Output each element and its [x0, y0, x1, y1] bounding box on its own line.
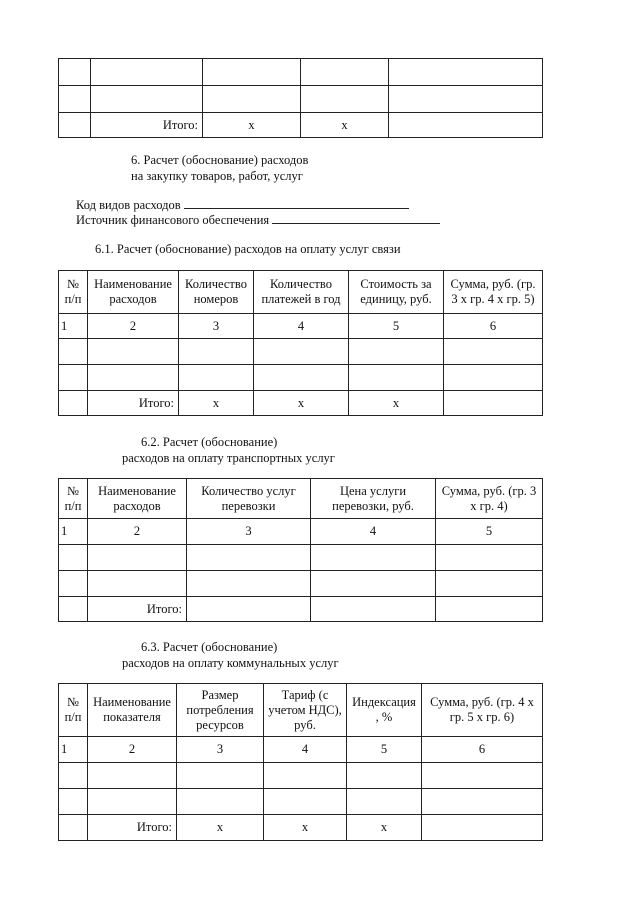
col-header: Наименование показателя [88, 684, 177, 737]
col-number: 1 [59, 737, 88, 763]
source-line [272, 212, 440, 224]
col-number: 3 [187, 519, 311, 545]
total-row [59, 391, 543, 416]
x-mark: x [264, 815, 347, 841]
source-label: Источник финансового обеспечения [76, 213, 270, 227]
col-number: 1 [59, 519, 88, 545]
x-mark: x [254, 391, 349, 416]
x-mark: x [347, 815, 422, 841]
total-row [59, 815, 543, 841]
column-number-row [59, 314, 543, 339]
col-header: Количество платежей в год [254, 271, 349, 314]
table-row [59, 339, 543, 365]
col-number: 6 [422, 737, 543, 763]
col-number: 2 [88, 314, 179, 339]
col-number: 4 [311, 519, 436, 545]
table-row [59, 763, 543, 789]
x-mark: x [203, 113, 301, 138]
col-header: Стоимость за единицу, руб. [349, 271, 444, 314]
col-number: 2 [88, 737, 177, 763]
t61-table [58, 270, 543, 416]
col-header: № п/п [59, 271, 88, 314]
table-header-row [59, 271, 543, 314]
col-number: 6 [444, 314, 543, 339]
col-number: 3 [179, 314, 254, 339]
col-header: Сумма, руб. (гр. 4 х гр. 5 х гр. 6) [422, 684, 543, 737]
x-mark: x [349, 391, 444, 416]
section6-title-line2: на закупку товаров, работ, услуг [131, 169, 303, 183]
col-header: Тариф (с учетом НДС), руб. [264, 684, 347, 737]
col-header: Количество услуг перевозки [187, 479, 311, 519]
col-header: № п/п [59, 479, 88, 519]
col-number: 3 [177, 737, 264, 763]
col-header: № п/п [59, 684, 88, 737]
col-number: 1 [59, 314, 88, 339]
code-line [184, 197, 409, 209]
x-mark: x [301, 113, 389, 138]
table-row [59, 113, 543, 138]
col-header: Сумма, руб. (гр. 3 х гр. 4) [436, 479, 543, 519]
table-header-row [59, 684, 543, 737]
col-number: 4 [264, 737, 347, 763]
x-mark: x [177, 815, 264, 841]
total-label: Итого: [88, 391, 179, 416]
t62-table [58, 478, 543, 622]
column-number-row [59, 737, 543, 763]
col-header: Наименование расходов [88, 271, 179, 314]
total-label: Итого: [91, 113, 203, 138]
column-number-row [59, 519, 543, 545]
col-header: Цена услуги перевозки, руб. [311, 479, 436, 519]
t61-title: 6.1. Расчет (обоснование) расходов на оплату услуг связи [95, 242, 401, 256]
col-number: 4 [254, 314, 349, 339]
total-label: Итого: [88, 597, 187, 622]
t62-title-line2: расходов на оплату транспортных услуг [122, 451, 335, 465]
table-row [59, 571, 543, 597]
table-row [59, 365, 543, 391]
table-header-row [59, 479, 543, 519]
table-row [59, 59, 543, 86]
col-header: Наименование расходов [88, 479, 187, 519]
col-number: 5 [349, 314, 444, 339]
table-row [59, 789, 543, 815]
t63-title-line1: 6.3. Расчет (обоснование) [141, 640, 278, 654]
table-row [59, 86, 543, 113]
col-header: Количество номеров [179, 271, 254, 314]
t63-title-line2: расходов на оплату коммунальных услуг [122, 656, 339, 670]
col-number: 2 [88, 519, 187, 545]
col-header: Индексация , % [347, 684, 422, 737]
code-label: Код видов расходов [76, 198, 181, 212]
col-header: Размер потребления ресурсов [177, 684, 264, 737]
col-header: Сумма, руб. (гр. 3 х гр. 4 х гр. 5) [444, 271, 543, 314]
total-row [59, 597, 543, 622]
top-table [58, 58, 543, 138]
total-label: Итого: [88, 815, 177, 841]
t63-table [58, 683, 543, 841]
col-number: 5 [347, 737, 422, 763]
x-mark: x [179, 391, 254, 416]
source-field [76, 212, 440, 228]
code-field [76, 197, 409, 213]
section6-title-line1: 6. Расчет (обоснование) расходов [131, 153, 309, 167]
table-row [59, 545, 543, 571]
t62-title-line1: 6.2. Расчет (обоснование) [141, 435, 278, 449]
col-number: 5 [436, 519, 543, 545]
